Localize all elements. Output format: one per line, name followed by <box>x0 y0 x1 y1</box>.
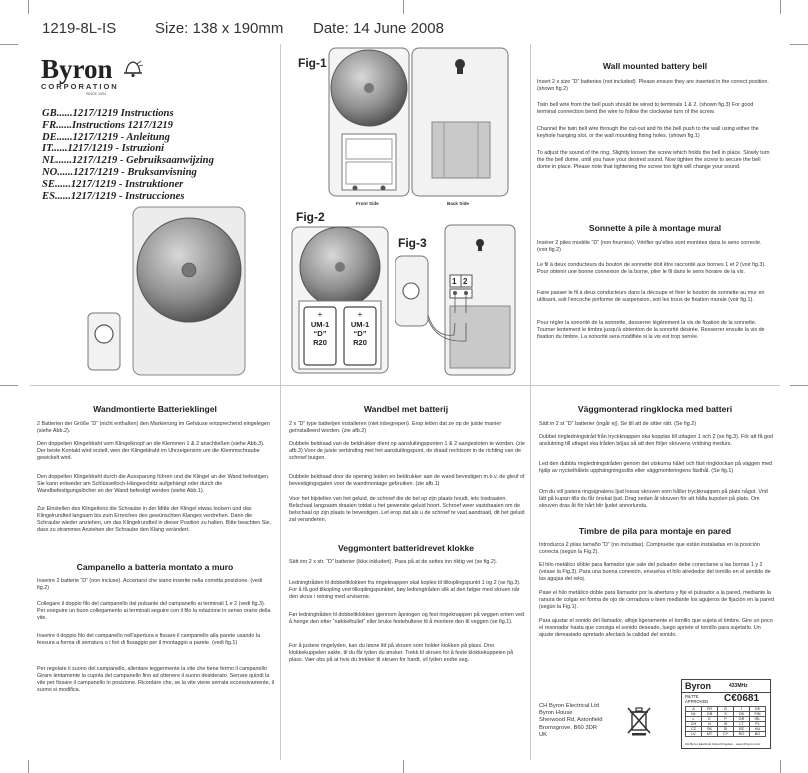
fig3-label: Fig-3 <box>398 236 427 250</box>
label-cell: S <box>718 712 734 717</box>
label-freq: 433MHz <box>729 683 748 689</box>
label-cell: GR <box>734 717 750 722</box>
language-item: NL......1217/1219 - Gebruiksaanwijzing <box>42 155 214 167</box>
battery-size: “D” <box>313 329 327 338</box>
battery-size: “D” <box>353 329 367 338</box>
crop-mark <box>0 385 18 386</box>
gb-paragraph: Twin bell wire from the bell push should be wired to terminals 1 & 2. (shown fig.3) For good terminal connection bend the wire to follow the clockwise turn of the screw. <box>537 102 754 115</box>
no-section-title: Veggmontert batteridrevet klokke <box>337 543 475 553</box>
label-cell: B <box>718 707 734 712</box>
no-paragraph: Sätt inn 2 x str. “D” batterier (ikke inkludert). Pass på at de settes inn riktig vei (se fig.2). <box>289 559 498 565</box>
label-cell: L <box>686 717 702 722</box>
crop-mark <box>0 44 18 45</box>
it-paragraph: Collegare il doppio filo del campanello dal pulsante del campanello ai terminali 1 e 2 (vedi fig.3). Per eseguire un buon collegamento ai terminali seguire con il filo la rotazione in senso orario della vite. <box>37 601 271 621</box>
label-cell: GB <box>702 712 718 717</box>
es-section-title: Timbre de pila para montaje en pared <box>578 526 732 536</box>
fig1-label: Fig-1 <box>298 56 327 70</box>
fig2-battery-illustration <box>291 225 391 375</box>
label-brand: Byron <box>685 681 712 691</box>
crop-mark <box>28 0 29 14</box>
no-paragraph: For å justere ringelyden, kan du løsne litt på skruen som holder klokken på plass. Drei klokkekuppelen sakte, til du får lyden du ønsker. Trekk til skruen for å feste klokkekuppelen på plass. Vær obs på at hvis du trekker til skruen for hardt, vil lyden endre seg. <box>289 643 514 663</box>
label-ce-mark: C€0681 <box>724 693 760 704</box>
battery-type: UM-1 <box>350 320 370 329</box>
label-cell: I <box>734 707 750 712</box>
product-illustration <box>60 200 260 380</box>
fr-section-title: Sonnette à pile à montage mural <box>588 223 722 233</box>
label-cell: N <box>702 722 718 727</box>
de-paragraph: Zur Einstellen des Klingeltons die Schraube in der Mitte der Klingel etwas lockern und das Klingelrundteil langsam bis zum Erreichen des gewünschten Klanges verdrehen. Dann die Schraube wieder anziehen, um das Klingelrundteil in dieser Position zu halten. Bitte beachten Sie, dass zu strammes Anziehen der Schraube den Klang verändert. <box>37 506 272 533</box>
es-paragraph: Para ajustar el sonido del llamador, afloje ligeramente el tornillo que sujeta el timbre. Gire un poco el resonador hasta que consiga el sonido deseado, luego apriete el tornillo para sujetarlo. Un ajuste demasiado apretado afectará la calidad del sonido. <box>539 618 773 638</box>
header-date: Date: 14 June 2008 <box>313 20 444 37</box>
fold-line-right <box>530 44 531 760</box>
crop-mark <box>780 0 781 14</box>
fr-paragraph: Pour régler la sonorité de la sonnette, desserrer légèrement la vis de fixation de la sonnette. Tourner lentement le timbre jusqu'à obtention de la sonorité désirée. Resserrer ensuite la vis de fixation du timbre. La sonorité sera modifiée si la vis est trop serrée. <box>537 320 765 340</box>
es-paragraph: Introduzca 2 pilas tamaño “D” (no incluidas). Compruebe que están instaladas en la posición correcta (según la Fig.2). <box>539 542 760 555</box>
de-paragraph: 2 Batterien der Größe “D” (nicht enthalten) den Markierung im Gehäuse entsprechend eingelegen (siehe Abb.2). <box>37 421 270 434</box>
label-cell: LT <box>734 722 750 727</box>
label-cell: IRL <box>750 717 766 722</box>
language-item: GB......1217/1219 Instructions <box>42 108 174 119</box>
nl-section-title: Wandbel met batterij <box>363 404 449 414</box>
battery-code: R20 <box>353 338 367 347</box>
se-paragraph: Dubbel ringledningstråd från tryckknappen ska kopplas till uttagen 1 och 2 (se fig.3). För att få god anslutning till uttaget ska tråden böjas så att den följer skruvens vridning medurs. <box>539 434 774 447</box>
it-section-title: Campanello a batteria montato a muro <box>76 562 234 572</box>
label-cell: P <box>718 717 734 722</box>
battery-plus-left: + <box>317 310 323 319</box>
label-cell: LV <box>686 732 702 737</box>
crop-mark <box>403 0 404 14</box>
battery-type: UM-1 <box>310 320 330 329</box>
brand-corporation: CORPORATION <box>41 82 119 91</box>
gb-paragraph: Insert 2 x size “D” batteries (not included). Please ensure they are inserted in the correct position. (shown fig.2) <box>537 79 769 92</box>
it-paragraph: Inserire il doppio filo del campanello nell'apertura e fissare il campanello alla parete usando la fessura a forma di serratura o i fori di fissaggio per il montaggio a parete. (vedi fig.1) <box>37 633 261 646</box>
header-size: Size: 138 x 190mm <box>155 20 284 37</box>
label-cell: SK <box>702 727 718 732</box>
se-paragraph: Om du vill justera ringsignalens ljud lossar skruven som håller tryckknappen på plats något. Vrid lätt på kupan tills du får önskat ljud. Drag sedan åt skruven för att hålla kupolen på plats. Om skruven dras åt för hårt blir ljudet annorlunda. <box>539 489 768 509</box>
fr-paragraph: Insérer 2 piles modèle “D” (non fournies). Vérifier qu'elles sont montées dans le sens correcte. (voir fig.2) <box>537 240 762 253</box>
language-item: DE......1217/1219 - Anleitung <box>42 131 170 143</box>
bell-logo-icon <box>122 59 144 79</box>
terminal-2-label: 2 <box>463 277 468 286</box>
label-cell: DE <box>750 707 766 712</box>
brand-logo <box>41 55 141 100</box>
fold-line-left <box>280 44 281 760</box>
label-cell: SI <box>718 727 734 732</box>
address-line: Bromsgrove, B60 3DR <box>539 724 597 731</box>
label-cell: MT <box>702 732 718 737</box>
battery-label-right <box>344 320 376 347</box>
label-cell: IS <box>718 722 734 727</box>
fr-paragraph: Faire passer le fil à deux conducteurs dans la découpe et fixer le bouton de sonnette au mur en utilisant, soit l'encoche piriforme de suspension, soit les trous de fixation murale (voir fig.1). <box>537 290 765 303</box>
label-cell: NL <box>686 712 702 717</box>
approval-label <box>681 679 771 749</box>
crop-mark <box>403 760 404 773</box>
label-cell: A <box>686 707 702 712</box>
crop-mark <box>790 385 808 386</box>
fold-line-horizontal <box>30 385 780 386</box>
de-paragraph: Den doppelten Klingeldraht durch die Aussparung führen und die Klingel an der Wand befestigen. Sie kann entweder am Schlüsselloch-Hängeschlitz aufgehängt oder durch die Wandbefestigungslöcher an der Wand befestigt werden (siehe Abb.1). <box>37 474 270 494</box>
nl-paragraph: Dubbele beldraad van de beldrukker dient op aansluitingspunten 1 & 2 aangesloten te worden. (zie afb.3) Voor de juiste verbinding met het aansluitingspunt, de draad rechtsom in de richting van de schroef buigen. <box>289 441 525 461</box>
back-side-caption: Back Side <box>447 201 469 206</box>
label-footer: CH Byron Electrical United Kingdom - www.chbyron.com <box>685 742 761 746</box>
label-cell: FIN <box>750 712 766 717</box>
label-cell: CZ <box>686 727 702 732</box>
se-paragraph: Led den dubbla ringledningstråden genom det utskurna hålet och fäst ringklockan på väggen med hjälp av nyckelhålets upphängningsslits eller väggmonteringens fästhål. (Se fig.1) <box>539 461 773 474</box>
brand-name: Byron <box>41 54 113 84</box>
label-cell: BG <box>750 732 766 737</box>
address-line: CH Byron Electrical Ltd <box>539 703 599 709</box>
fr-paragraph: Le fil à deux conducteurs du bouton de sonnette doit être raccordé aux bornes 1 et 2 (voir fig.3). Pour obtenir une bonne connexion de la borne, plier le fil dans le sens horaire de la vis. <box>537 262 766 275</box>
battery-label-left <box>304 320 336 347</box>
es-paragraph: Pase el hilo metálico doble para llamador por la abertura y fije el pulsador a la pared, mediante la ranura de colgar en forma de ojo de cerradura o bien mediante los agujeros de fijación en la pared (según la Fig.1). <box>539 590 774 610</box>
de-section-title: Wandmontierte Batterieklingel <box>93 404 217 414</box>
it-paragraph: Per regolare il suono del campanello, allentare leggermente la vite che tiene fermo il campanello Girare lentamente la cupola del campanello fino ad ottenere il suono desiderato. Serrare quindi la vite per fissare il campanello in posizione. Ricordare che, se la vite viene serrata eccessivamente, il suono si modifica. <box>37 666 274 693</box>
label-rtte: R&TTE <box>685 694 699 699</box>
it-paragraph: Inserire 2 batterie “D” (non incluse). Accertarsi che siano inserite nella corretta posizione. (vedi fig.2) <box>37 578 263 591</box>
language-item: ES......1217/1219 - Instrucciones <box>42 190 185 202</box>
crop-mark <box>780 760 781 773</box>
language-item: NO......1217/1219 - Bruksanvisning <box>42 166 197 178</box>
language-item: FR......Instructions 1217/1219 <box>42 119 173 131</box>
crop-mark <box>790 44 808 45</box>
gb-section-title: Wall mounted battery bell <box>602 61 708 71</box>
language-list <box>42 108 214 202</box>
no-paragraph: Ledningtråden til dobbeltklokken fra ringeknappen skal koples til tilkoplingspunkt 1 og 2 (se fig.3). For å få god tilkopling ved tilkoplingspunktet, bøy ledningtråden slik at den følger med skruen når den skrus i retning med urviserne. <box>289 580 521 600</box>
battery-plus-right: + <box>357 310 363 319</box>
label-country-table <box>685 706 766 737</box>
terminal-1-label: 1 <box>452 277 457 286</box>
nl-paragraph: Dubbele beldraad door de opening leiden en beldrukker aan de wand bevestigen m.b.v. de gleuf of bevestigingsgaten voor de wandmontage gebruiken. (zie afb.1) <box>289 474 525 487</box>
fig3-wiring-illustration <box>395 223 520 380</box>
fig2-label: Fig-2 <box>296 210 325 224</box>
de-paragraph: Den doppelten Klingeldraht vom Klingelknopf an die Klemmen 1 & 2 anschließen (siehe Abb.3). Der beste Kontakt wird erzielt, wen der Klingeldraht im Uhrzeigersinn um die Klemmschraube gewickelt wird. <box>37 441 265 461</box>
header-code: 1219-8L-IS <box>42 20 117 37</box>
company-address <box>539 703 602 739</box>
label-cell: HU <box>750 727 766 732</box>
weee-bin-icon <box>627 706 651 736</box>
label-cell: DK <box>734 712 750 717</box>
label-cell: RO <box>734 732 750 737</box>
address-line: UK <box>539 731 548 738</box>
gb-paragraph: To adjust the sound of the ring, Slightly loosen the screw which holds the bell in place. Slowly turn the the bell dome, until you have your desired sound. Now tighten the screw to secure the bell dome in place. Please note that tightening the screw too tight will change your sound. <box>537 150 770 170</box>
label-cell: CH <box>686 722 702 727</box>
label-cell: E <box>702 717 718 722</box>
label-approved: APPROVED <box>685 699 709 704</box>
fig1-back-illustration <box>410 44 510 200</box>
battery-code: R20 <box>313 338 327 347</box>
no-paragraph: Før ledningtråden til dobbeltklokken gjennom åpningen og fest ringeknappen på veggen enten ved å henge den etter “nøkkelhullet” eller bruke festehullene til å montere den til veggen (se fig.1). <box>289 612 524 625</box>
es-paragraph: El hilo metálico doble para llamador que sale del pulsador debe conectarse a las bornas 1 y 2 (véase la Fig.3). Para una buena conexión, envuelva el hilo alrededor del tornillo en el sentido de las agujas del reloj. <box>539 562 771 582</box>
label-cell: EE <box>734 727 750 732</box>
brand-since: SINCE 1904 <box>86 92 106 96</box>
language-item: IT......1217/1219 - Istruzioni <box>42 143 165 155</box>
nl-paragraph: 2 x “D” type batterijen installeren (niet inbegrepen). Erop letten dat ze op de juiste manier geïnstalleerd worden. (zie afb.2) <box>289 421 502 434</box>
label-cell: CY <box>718 732 734 737</box>
fig1-front-illustration <box>328 44 410 200</box>
se-section-title: Väggmonterad ringklocka med batteri <box>577 404 733 414</box>
language-item: SE......1217/1219 - Instruktioner <box>42 178 184 190</box>
nl-paragraph: Voor het bijstellen van het geluid, de schroef die de bel op zijn plaats houdt, iets losdraaien. Belschaal langzaam draaien totdat u het gewenste geluid hoort. Schroef weer vastdraaien om de belschaal op zijn plaats te bevestigen. Let erop dat als u de schroef te vast aandraait, dit het geluid zal veranderen. <box>289 496 525 523</box>
crop-mark <box>28 760 29 773</box>
label-header <box>682 680 770 693</box>
se-paragraph: Sätt in 2 st “D” batterier (ingår ej). Se till att de sitter rätt. (Se fig.2) <box>539 421 696 427</box>
gb-paragraph: Channel the twin bell wire through the cut-out and fix the bell push to the wall using either the keyhole hanging slot, or the wall mounting fixing holes. (shown fig.1) <box>537 126 759 139</box>
label-cell: PL <box>750 722 766 727</box>
address-line: Sherwood Rd, Astonfield <box>539 717 603 724</box>
address-line: Byron House <box>539 710 573 717</box>
front-side-caption: Front Side <box>356 201 379 206</box>
label-cell: FR <box>702 707 718 712</box>
